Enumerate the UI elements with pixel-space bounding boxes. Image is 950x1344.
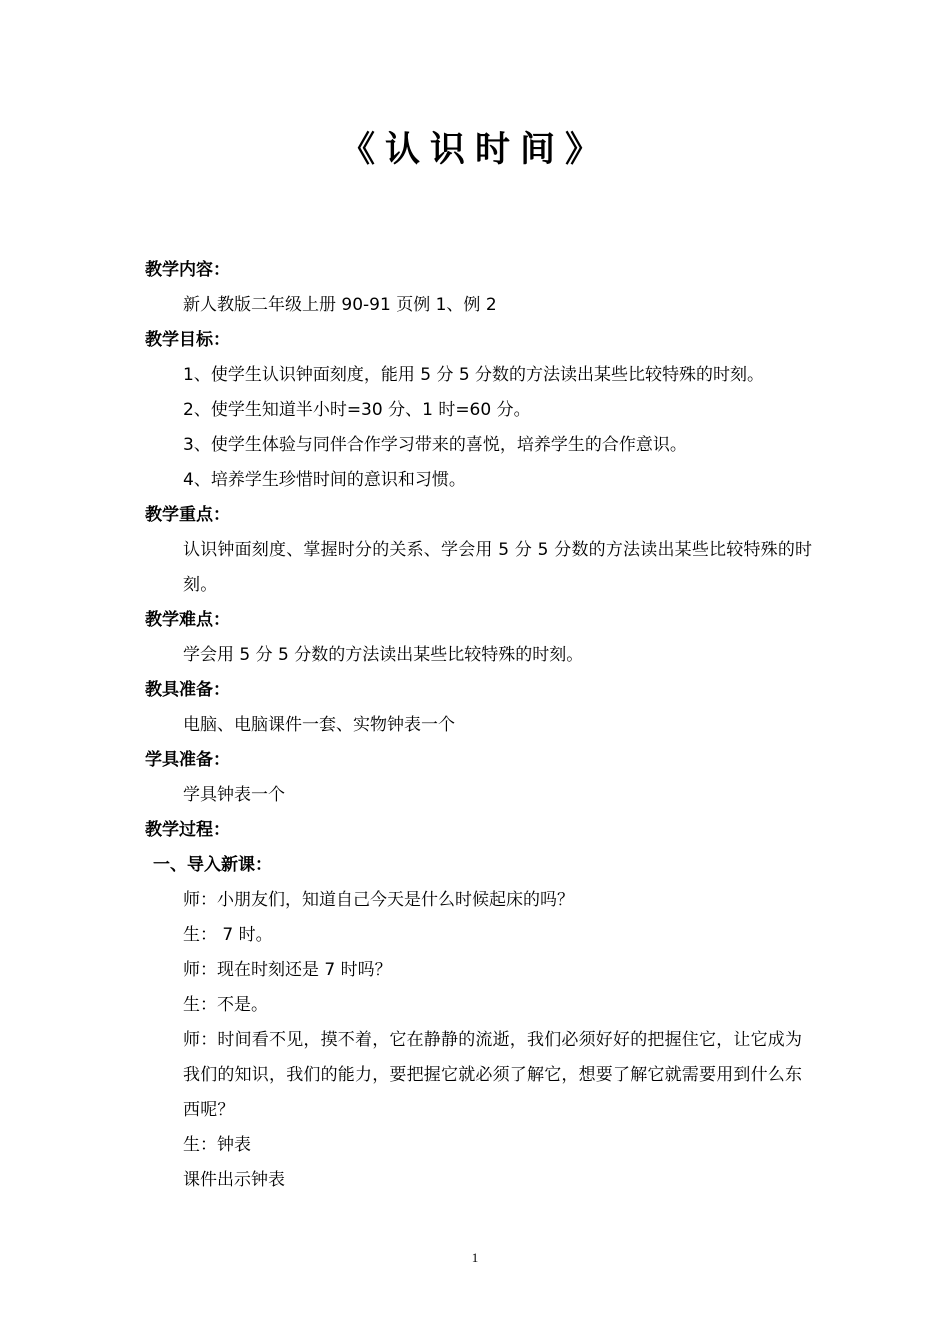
section-heading-process: 教学过程： <box>145 820 230 840</box>
dialogue-line: 生： 7 时。 <box>183 925 273 945</box>
objective-item: 4、培养学生珍惜时间的意识和习惯。 <box>183 470 466 490</box>
difficulties-text: 学会用 5 分 5 分数的方法读出某些比较特殊的时刻。 <box>183 645 584 665</box>
dialogue-line: 生：钟表 <box>183 1135 251 1155</box>
section-heading-objectives: 教学目标： <box>145 330 230 350</box>
document-title: 《认识时间》 <box>339 130 610 170</box>
section-heading-key-points: 教学重点： <box>145 505 230 525</box>
section-heading-content: 教学内容： <box>145 260 230 280</box>
dialogue-paragraph: 师：时间看不见，摸不着，它在静静的流逝，我们必须好好的把握住它，让它成为我们的知识，我们的能力，要把握它就必须了解它，想要了解它就需要用到什么东西呢？ <box>183 1030 803 1120</box>
content-text: 新人教版二年级上册 90-91 页例 1、例 2 <box>183 295 497 315</box>
page-number: 1 <box>471 1250 479 1265</box>
subsection-heading-introduction: 一、导入新课： <box>153 855 272 875</box>
section-heading-learning-aids: 学具准备： <box>145 750 230 770</box>
dialogue-line: 师：现在时刻还是 7 时吗？ <box>183 960 392 980</box>
learning-aids-text: 学具钟表一个 <box>183 785 285 805</box>
dialogue-line: 师：小朋友们，知道自己今天是什么时候起床的吗？ <box>183 890 574 910</box>
section-heading-teaching-aids: 教具准备： <box>145 680 230 700</box>
objective-item: 3、使学生体验与同伴合作学习带来的喜悦，培养学生的合作意识。 <box>183 435 687 455</box>
document-body <box>145 253 813 1198</box>
objective-item: 1、使学生认识钟面刻度，能用 5 分 5 分数的方法读出某些比较特殊的时刻。 <box>183 365 765 385</box>
teaching-aids-text: 电脑、电脑课件一套、实物钟表一个 <box>183 715 455 735</box>
dialogue-line: 生：不是。 <box>183 995 268 1015</box>
section-heading-difficulties: 教学难点： <box>145 610 230 630</box>
courseware-note: 课件出示钟表 <box>183 1170 285 1190</box>
objective-item: 2、使学生知道半小时=30 分、1 时=60 分。 <box>183 400 531 420</box>
key-points-text: 认识钟面刻度、掌握时分的关系、学会用 5 分 5 分数的方法读出某些比较特殊的时刻。 <box>183 540 813 595</box>
